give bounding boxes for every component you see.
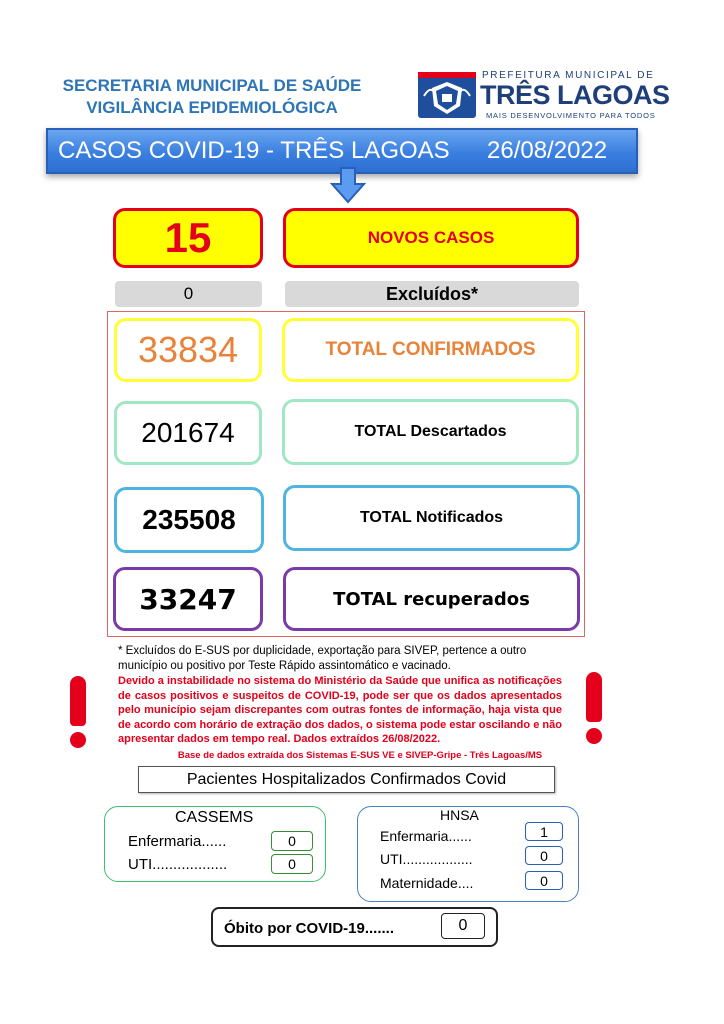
warning-text: Devido a instabilidade no sistema do Ministério da Saúde que unifica as notificações de casos positivos e suspeitos de COVID-19, pode ser que os dados apresentados pelo município sejam discrepantes com outras fontes de informação, haja vista que de acordo com horário de extração dos dados, o sistema pode estar oscilando e não apresentar dados em tempo real. Dados extraídos 26/08/2022. bbox=[118, 675, 562, 745]
hnsa-icu-value: 0 bbox=[525, 846, 563, 865]
cassems-ward-label: Enfermaria...... bbox=[128, 833, 227, 850]
banner-title: CASOS COVID-19 - TRÊS LAGOAS bbox=[58, 137, 450, 164]
confirmed-label: TOTAL CONFIRMADOS bbox=[325, 339, 536, 360]
confirmed-value: 33834 bbox=[137, 329, 239, 370]
notified-label: TOTAL Notificados bbox=[359, 509, 504, 526]
exclamation-left-icon bbox=[70, 676, 86, 748]
down-arrow-icon bbox=[330, 166, 366, 204]
notified-value: 235508 bbox=[142, 504, 236, 535]
data-source-text: Base de dados extraída dos Sistemas E-SUS VE e SIVEP-Gripe - Três Lagoas/MS bbox=[177, 750, 543, 761]
cassems-icu-value: 0 bbox=[271, 854, 313, 874]
hnsa-maternity-value: 0 bbox=[525, 871, 563, 890]
discarded-value-card bbox=[114, 401, 262, 465]
footnote-line1: * Excluídos do E-SUS por duplicidade, exportação para SIVEP, pertence a outro bbox=[118, 645, 527, 657]
logo-prefeitura-text: PREFEITURA MUNICIPAL DE bbox=[482, 70, 655, 81]
hospitalized-title-text: Pacientes Hospitalizados Confirmados Covid bbox=[186, 770, 507, 788]
excluded-value: 0 bbox=[183, 284, 194, 303]
new-cases-label: NOVOS CASOS bbox=[367, 228, 495, 247]
notified-label-card bbox=[283, 485, 580, 551]
notified-value-card bbox=[114, 487, 264, 553]
new-cases-value-card bbox=[113, 208, 263, 268]
hnsa-ward-value: 1 bbox=[525, 822, 563, 841]
discarded-label: TOTAL Descartados bbox=[354, 423, 507, 440]
recovered-label-card bbox=[283, 567, 580, 631]
hnsa-title: HNSA bbox=[440, 807, 479, 823]
discarded-label-card bbox=[282, 399, 579, 465]
cassems-icu-label: UTI.................. bbox=[128, 856, 228, 873]
logo-tres-lagoas-text: TRÊS LAGOAS bbox=[480, 80, 670, 110]
recovered-value-card bbox=[113, 567, 263, 631]
recovered-value: 33247 bbox=[139, 582, 237, 616]
header-secretaria: SECRETARIA MUNICIPAL DE SAÚDE bbox=[62, 76, 362, 95]
footnote-line2: município ou positivo por Teste Rápido assintomático e vacinado. bbox=[118, 660, 451, 672]
deaths-value: 0 bbox=[441, 913, 485, 939]
confirmed-label-card bbox=[282, 318, 579, 382]
logo-tagline: MAIS DESENVOLVIMENTO PARA TODOS bbox=[486, 111, 656, 120]
cassems-title: CASSEMS bbox=[175, 809, 254, 826]
hnsa-icu-label: UTI.................. bbox=[380, 851, 473, 867]
recovered-label: TOTAL recuperados bbox=[333, 588, 530, 610]
city-crest-icon bbox=[418, 72, 476, 118]
excluded-label: Excluídos* bbox=[385, 283, 479, 304]
excluded-value-box bbox=[115, 281, 262, 307]
discarded-value: 201674 bbox=[141, 417, 235, 448]
confirmed-value-card bbox=[114, 318, 262, 382]
header-vigilancia: VIGILÂNCIA EPIDEMIOLÓGICA bbox=[86, 98, 338, 117]
deaths-label: Óbito por COVID-19....... bbox=[224, 920, 395, 937]
hospitalized-title bbox=[138, 766, 555, 793]
excluded-label-box bbox=[285, 281, 579, 307]
cassems-ward-value: 0 bbox=[271, 831, 313, 851]
hnsa-ward-label: Enfermaria...... bbox=[380, 828, 472, 844]
new-cases-label-card bbox=[283, 208, 579, 268]
banner-date: 26/08/2022 bbox=[487, 137, 608, 164]
new-cases-value: 15 bbox=[164, 214, 212, 261]
hnsa-maternity-label: Maternidade.... bbox=[380, 875, 474, 891]
exclamation-right-icon bbox=[586, 672, 602, 744]
